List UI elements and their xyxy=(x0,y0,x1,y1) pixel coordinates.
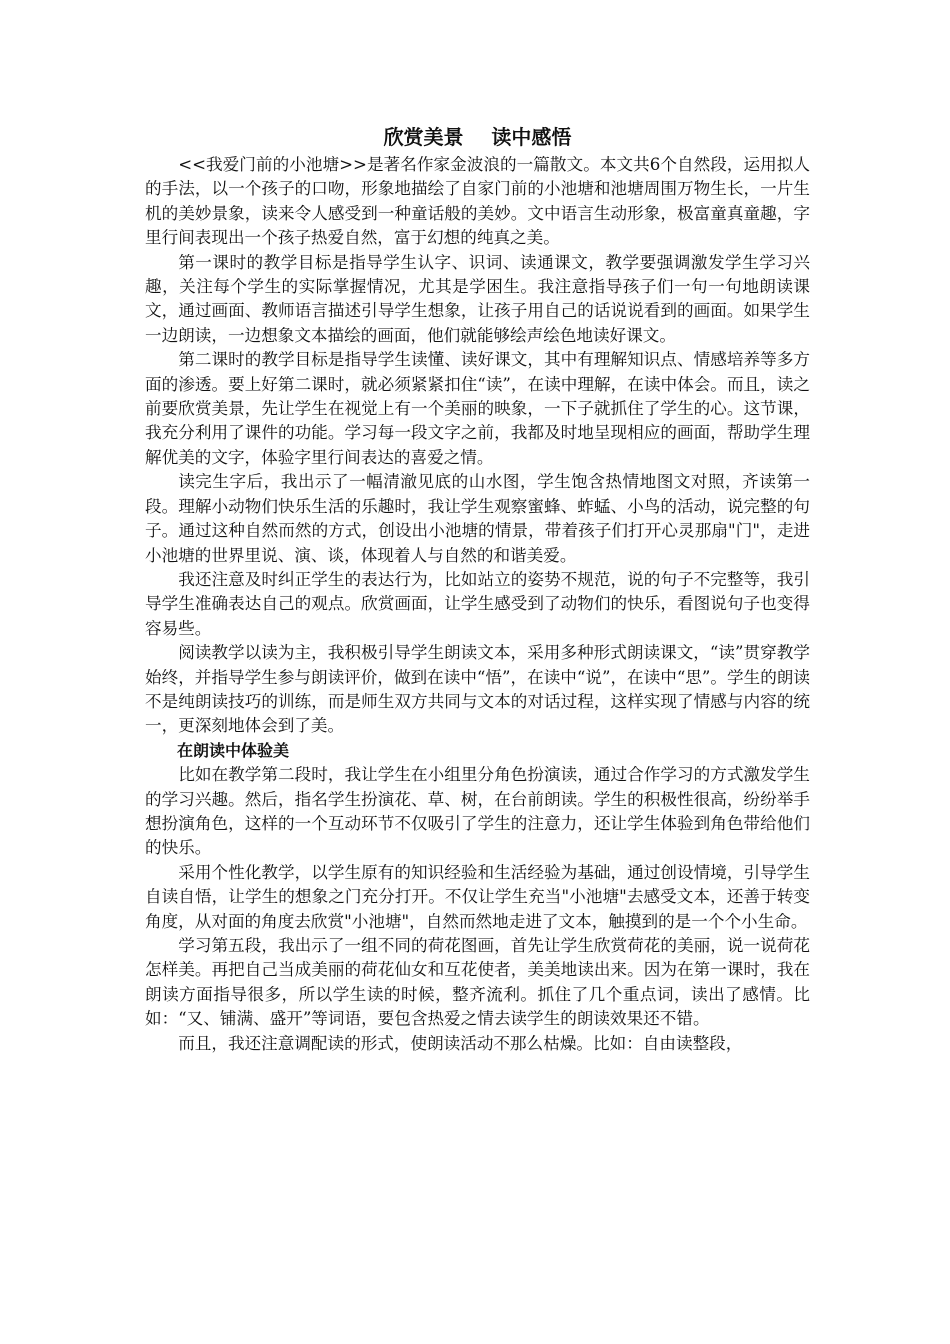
paragraph: 第二课时的教学目标是指导学生读懂、读好课文，其中有理解知识点、情感培养等多方面的渗透。要上好第二课时，就必须紧紧扣住“读”，在读中理解，在读中体会。而且，读之前要欣赏美景，先让学生在视觉上有一个美丽的映象，一下子就抓住了学生的心。这节课，我充分利用了课件的功能。学习每一段文字之前，我都及时地呈现相应的画面，帮助学生理解优美的文字，体验字里行间表达的喜爱之情。 xyxy=(145,350,810,467)
paragraph: <<我爱门前的小池塘>>是著名作家金波浪的一篇散文。本文共6个自然段，运用拟人的手法，以一个孩子的口吻，形象地描绘了自家门前的小池塘和池塘周围万物生长，一片生机的美妙景象，读来令人感受到一种童话般的美妙。文中语言生动形象，极富童真童趣，字里行间表现出一个孩子热爱自然，富于幻想的纯真之美。 xyxy=(145,155,810,248)
document-title: 欣赏美景 读中感悟 xyxy=(383,125,572,149)
paragraph: 我还注意及时纠正学生的表达行为，比如站立的姿势不规范，说的句子不完整等，我引导学生准确表达自己的观点。欣赏画面，让学生感受到了动物们的快乐，看图说句子也变得容易些。 xyxy=(145,569,810,638)
paragraph: 比如在教学第二段时，我让学生在小组里分角色扮演读，通过合作学习的方式激发学生的学习兴趣。然后，指名学生扮演花、草、树，在台前朗读。学生的积极性很高，纷纷举手想扮演角色，这样的一个互动环节不仅吸引了学生的注意力，还让学生体验到角色带给他们的快乐。 xyxy=(145,765,810,858)
paragraph: 而且，我还注意调配读的形式，使朗读活动不那么枯燥。比如：自由读整段， xyxy=(178,1033,743,1053)
section-subheading: 在朗读中体验美 xyxy=(177,740,290,760)
paragraph: 第一课时的教学目标是指导学生认字、识词、读通课文，教学要强调激发学生学习兴趣，关注每个学生的实际掌握情况，尤其是学困生。我注意指导孩子们一句一句地朗读课文，通过画面、教师语言描述引导学生想象，让孩子用自己的话说说看到的画面。如果学生一边朗读，一边想象文本描绘的画面，他们就能够绘声绘色地读好课文。 xyxy=(145,252,810,345)
paragraph: 采用个性化教学，以学生原有的知识经验和生活经验为基础，通过创设情境，引导学生自读自悟，让学生的想象之门充分打开。不仅让学生充当"小池塘"去感受文本，还善于转变角度，从对面的角度去欣赏"小池塘"，自然而然地走进了文本，触摸到的是一个个小生命。 xyxy=(145,862,810,931)
paragraph: 阅读教学以读为主，我积极引导学生朗读文本，采用多种形式朗读课文，“读”贯穿教学始终，并指导学生参与朗读评价，做到在读中“悟”，在读中“说”，在读中“思”。学生的朗读不是纯朗读技巧的训练，而是师生双方共同与文本的对话过程，这样实现了情感与内容的统一，更深刻地体会到了美。 xyxy=(145,643,810,736)
document-body xyxy=(145,121,810,1056)
paragraph: 读完生字后，我出示了一幅清澈见底的山水图，学生饱含热情地图文对照，齐读第一段。理解小动物们快乐生活的乐趣时，我让学生观察蜜蜂、蚱蜢、小鸟的活动，说完整的句子。通过这种自然而然的方式，创设出小池塘的情景，带着孩子们打开心灵那扇"门"，走进小池塘的世界里说、演、谈，体现着人与自然的和谐美爱。 xyxy=(145,472,810,565)
paragraph: 学习第五段，我出示了一组不同的荷花图画，首先让学生欣赏荷花的美丽，说一说荷花怎样美。再把自己当成美丽的荷花仙女和互花使者，美美地读出来。因为在第一课时，我在朗读方面指导很多，所以学生读的时候，整齐流利。抓住了几个重点词，读出了感情。比如：“又、铺满、盛开”等词语，要包含热爱之情去读学生的朗读效果还不错。 xyxy=(145,936,810,1029)
